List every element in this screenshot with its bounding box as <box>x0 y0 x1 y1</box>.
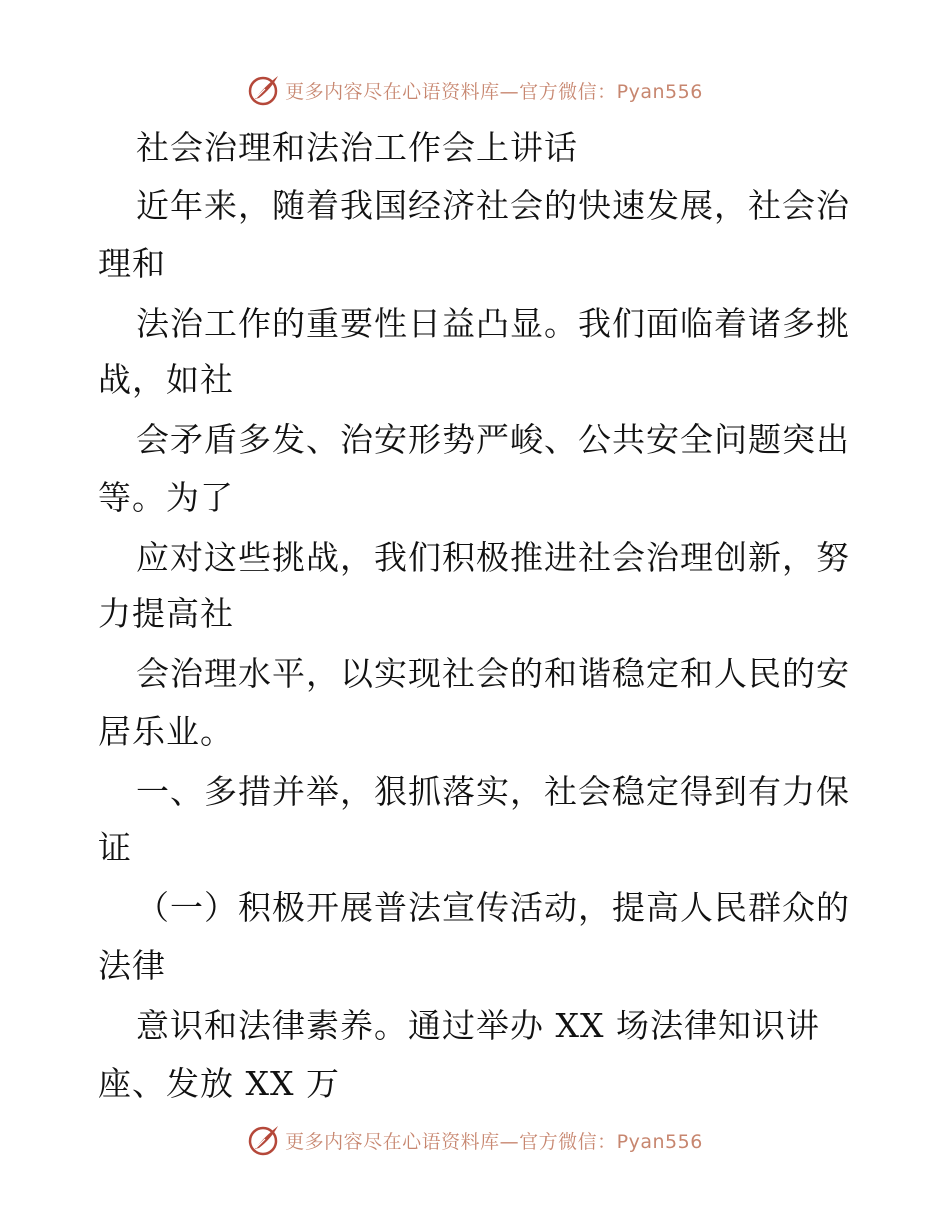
paragraph-line: 法治工作的重要性日益凸显。我们面临着诸多挑 <box>136 304 850 343</box>
paragraph-line: 座、发放 XX 万 <box>98 1064 340 1103</box>
header-watermark-banner <box>0 70 950 110</box>
paragraph-line: 法律 <box>98 946 166 985</box>
paragraph-line: 应对这些挑战，我们积极推进社会治理创新，努 <box>136 538 850 577</box>
paragraph-line: 等。为了 <box>98 478 234 517</box>
section-heading: 一、多措并举，狠抓落实，社会稳定得到有力保 <box>136 772 850 811</box>
quill-pen-logo-icon <box>247 73 281 107</box>
paragraph-line: 会矛盾多发、治安形势严峻、公共安全问题突出 <box>136 420 850 459</box>
subsection-heading: （一）积极开展普法宣传活动，提高人民群众的 <box>136 888 850 927</box>
paragraph-line: 力提高社 <box>98 594 234 633</box>
paragraph-line: 居乐业。 <box>98 712 234 751</box>
paragraph-line: 会治理水平，以实现社会的和谐稳定和人民的安 <box>136 654 850 693</box>
footer-watermark-banner <box>0 1120 950 1160</box>
paragraph-line: 战，如社 <box>98 360 234 399</box>
section-heading: 证 <box>98 828 132 867</box>
quill-pen-logo-icon <box>247 1123 281 1157</box>
document-title: 社会治理和法治工作会上讲话 <box>136 128 578 167</box>
paragraph-line: 理和 <box>98 244 166 283</box>
watermark-text: 更多内容尽在心语资料库—官方微信：Pyan556 <box>285 80 703 103</box>
watermark-text: 更多内容尽在心语资料库—官方微信：Pyan556 <box>285 1130 703 1153</box>
paragraph-line: 近年来，随着我国经济社会的快速发展，社会治 <box>136 186 850 225</box>
paragraph-line: 意识和法律素养。通过举办 XX 场法律知识讲 <box>136 1006 820 1045</box>
